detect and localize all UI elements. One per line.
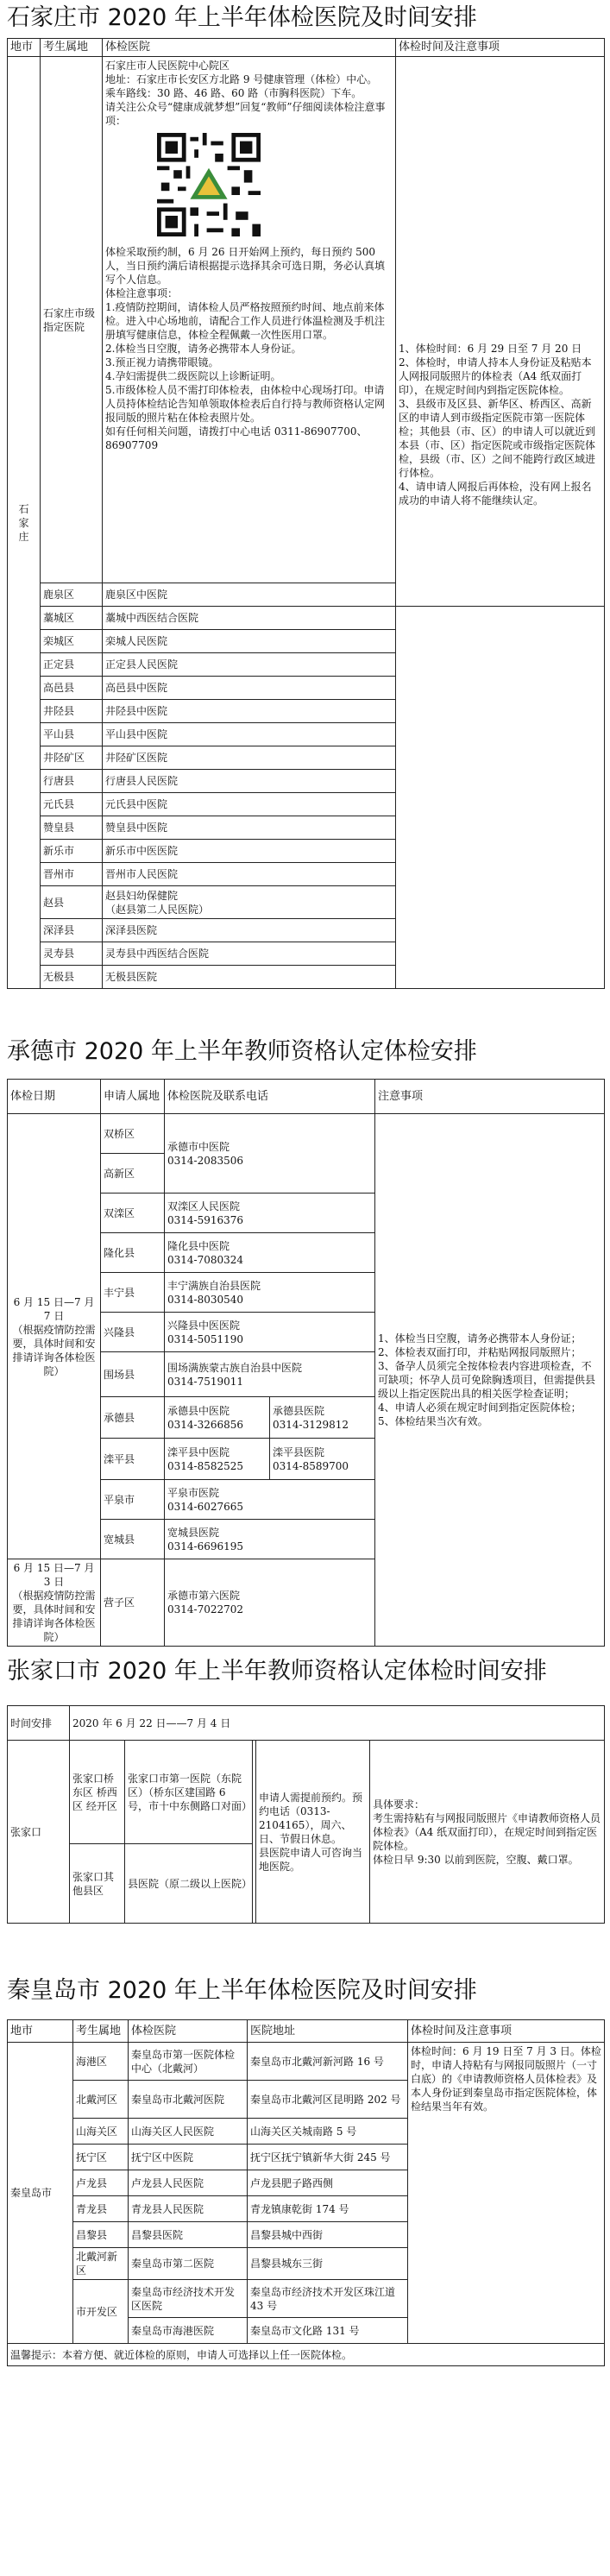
city-cell: 秦皇岛市 [8,2043,73,2344]
hospital-cell: 双滦区人民医院 0314-5916376 [165,1194,375,1233]
time-note: 3、县级市及区县、新华区、桥西区、高新区的申请人到市级指定医院市第一医院体检；其他县（市、区）的申请人可以就近到本县（市、区）指定医院或市级指定医院体检，县级（市、区）之间不能跨行政区域进行体检。 [399,398,596,479]
zjk-table [7,1705,605,1924]
sjz-table [7,38,605,989]
table-row [8,607,605,630]
area-cell: 承德县 [101,1397,165,1439]
header-area: 考生属地 [73,2020,129,2043]
area-cell: 滦平县 [101,1439,165,1480]
hospital-cell: 山海关区人民医院 [129,2119,248,2145]
city-cell: 石 家 庄 [8,57,41,989]
header-hospital: 体检医院及联系电话 [165,1080,375,1114]
hospital-cell: 县医院（原二级以上医院） [125,1844,253,1924]
address-cell: 青龙镇康乾街 174 号 [248,2196,408,2222]
hospital-cell: 井陉县中医院 [103,700,396,723]
hospital-address: 地址：石家庄市长安区方北路 9 号健康管理（体检）中心。 [105,73,378,85]
address-cell: 卢龙县肥子路西侧 [248,2170,408,2196]
area-cell: 晋州市 [41,863,103,886]
table-row [8,1114,605,1154]
hospital-cell: 卢龙县人民医院 [129,2170,248,2196]
zjk-title: 张家口市 2020 年上半年教师资格认定体检时间安排 [7,1658,547,1685]
sjz-title: 石家庄市 2020 年上半年体检医院及时间安排 [7,4,477,31]
area-cell: 海港区 [73,2043,129,2081]
table-header-row [8,2020,605,2043]
area-cell: 赞皇县 [41,816,103,840]
note-line: 如有任何相关问题，请拨打中心电话 0311-86907700、86907709 [105,425,368,451]
area-cell: 北戴河新区 [73,2248,129,2280]
area-cell: 元氏县 [41,793,103,816]
hospital-cell: 宽城县医院 0314-6696195 [165,1520,375,1559]
hospital-cell: 新乐市中医医院 [103,840,396,863]
hospital-cell: 高邑县中医院 [103,677,396,700]
hospital-cell: 兴隆县中医医院 0314-5051190 [165,1313,375,1352]
area-cell: 青龙县 [73,2196,129,2222]
hospital-cell: 无极县医院 [103,966,396,989]
time-note: 1、体检时间：6 月 29 日至 7 月 20 日 [399,343,582,355]
area-cell: 藁城区 [41,607,103,630]
footer-note: 温馨提示：本着方便、就近体检的原则，申请人可选择以上任一医院体检。 [8,2344,605,2366]
cd-title: 承德市 2020 年上半年教师资格认定体检安排 [7,1038,477,1065]
note-line: 3.预正视力请携带眼镜。 [105,356,219,368]
requirements-cell: 具体要求： 考生需持粘有与网报同版照片《申请教师资格人员体检表》（A4 纸双面打印），在规定时间到指定医院体检。 体检日早 9:30 以前到医院，空腹、戴口罩。 [370,1741,605,1924]
address-cell: 昌黎县城中西街 [248,2222,408,2248]
hospital-cell: 青龙县人民医院 [129,2196,248,2222]
hospital-cell: 丰宁满族自治县医院 0314-8030540 [165,1273,375,1313]
area-cell: 北戴河区 [73,2081,129,2119]
hospital-cell: 承德县医院 0314-3129812 [270,1397,375,1439]
notes-cell: 体检时间：6 月 19 日至 7 月 3 日。体检时，申请人持粘有与网报同版照片（一寸白底）的《申请教师资格人员体检表》及本人身份证到秦皇岛市指定医院体检，体检结果当年有效。 [408,2043,605,2344]
area-cell: 高邑县 [41,677,103,700]
area-cell: 昌黎县 [73,2222,129,2248]
hospital-cell: 赞皇县中医院 [103,816,396,840]
hospital-cell: 行唐县人民医院 [103,770,396,793]
hospital-name: 石家庄市人民医院中心院区 [105,60,230,72]
table-header-row [8,1080,605,1114]
date-cell: 6 月 15 日—7 月 3 日 （根据疫情防控需要，具体时间和安排请详询各体检医院） [8,1559,101,1647]
wechat-note: 请关注公众号“健康成就梦想”回复“教师”仔细阅读体检注意事项： [105,101,386,127]
date-cell: 6 月 15 日—7 月 7 日 （根据疫情防控需要，具体时间和安排请详询各体检医院） [8,1114,101,1559]
area-cell: 双滦区 [101,1194,165,1233]
main-hospital-cell [103,57,396,583]
area-cell: 无极县 [41,966,103,989]
area-cell: 营子区 [101,1559,165,1647]
area-cell: 双桥区 [101,1114,165,1154]
hospital-cell: 滦平县医院 0314-8589700 [270,1439,375,1480]
area-cell: 宽城县 [101,1520,165,1559]
area-cell: 正定县 [41,653,103,677]
area-cell: 隆化县 [101,1233,165,1273]
area-cell: 新乐市 [41,840,103,863]
empty-cell [396,607,605,989]
hospital-cell: 平山县中医院 [103,723,396,746]
hospital-cell: 承德市第六医院 0314-7022702 [165,1559,375,1647]
area-cell: 丰宁县 [101,1273,165,1313]
hospital-cell: 隆化县中医院 0314-7080324 [165,1233,375,1273]
area-cell: 围场县 [101,1352,165,1397]
area-cell: 井陉矿区 [41,746,103,770]
hospital-cell: 滦平县中医院 0314-8582525 [165,1439,270,1480]
time-notes-cell [396,57,605,607]
hospital-cell: 昌黎县医院 [129,2222,248,2248]
address-cell: 秦皇岛市经济技术开发区珠江道 43 号 [248,2280,408,2318]
hospital-cell: 秦皇岛市第二医院 [129,2248,248,2280]
header-time-notes: 体检时间及注意事项 [396,39,605,57]
area-cell: 平山县 [41,723,103,746]
area-cell: 山海关区 [73,2119,129,2145]
notes-cell: 1、体检当日空腹，请务必携带本人身份证； 2、体检表双面打印，并粘贴网报同版照片； 3、备孕人员须完全按体检表内容进项检查，不可缺项；怀孕人员可免除胸透项目，但需提供县级以上指定医院出具的相关医学检查证明； 4、申请人必须在规定时间到指定医院体检； 5、体检结果当次有效。 [375,1114,605,1647]
note-line: 4.孕妇需提供二级医院以上诊断证明。 [105,370,281,382]
area-cell: 井陉县 [41,700,103,723]
table-header-row [8,39,605,57]
area-cell: 栾城区 [41,630,103,653]
area-cell: 高新区 [101,1154,165,1194]
hospital-cell: 秦皇岛市海港医院 [129,2318,248,2344]
time-label: 时间安排 [8,1706,70,1741]
table-row [8,57,605,583]
area-cell: 深泽县 [41,919,103,942]
note-line: 体检注意事项： [105,287,179,299]
area-cell: 兴隆县 [101,1313,165,1352]
header-hospital: 体检医院 [103,39,396,57]
qr-code-icon [157,133,261,236]
hospital-cell: 赵县妇幼保健院 （赵县第二人民医院） [103,886,396,919]
hospital-cell: 秦皇岛市第一医院体检中心（北戴河） [129,2043,248,2081]
area-cell: 抚宁区 [73,2145,129,2170]
time-note: 2、体检时，申请人持本人身份证及粘贴本人网报同版照片的体检表（A4 纸双面打印），在规定时间内到指定医院体检。 [399,356,592,396]
time-note: 4、请申请人网报后再体检，没有网上报名成功的申请人将不能继续认定。 [399,481,592,507]
qhd-title: 秦皇岛市 2020 年上半年体检医院及时间安排 [7,1977,477,2004]
hospital-cell: 藁城中西医结合医院 [103,607,396,630]
header-address: 医院地址 [248,2020,408,2043]
note-line: 5.市级体检人员不需打印体检表，由体检中心现场打印。申请人员持体检结论告知单领取体检表后自行持与教师资格认定网报同版的照片粘在体检表照片处。 [105,384,386,424]
note-line: 体检采取预约制，6 月 26 日开始网上预约，每日预约 500 人，当日预约满后请根据提示选择其余可选日期，务必认真填写个人信息。 [105,246,386,286]
area-cell: 市开发区 [73,2280,129,2344]
header-notes: 注意事项 [375,1080,605,1114]
hospital-cell: 晋州市人民医院 [103,863,396,886]
cd-table [7,1079,605,1647]
hospital-cell: 抚宁区中医院 [129,2145,248,2170]
address-cell: 秦皇岛市北戴河新河路 16 号 [248,2043,408,2081]
table-row [8,2043,605,2081]
hospital-cell: 平泉市医院 0314-6027665 [165,1480,375,1520]
hospital-cell: 深泽县医院 [103,919,396,942]
hospital-cell: 承德县中医院 0314-3266856 [165,1397,270,1439]
table-row [8,2344,605,2366]
hospital-cell: 围场满族蒙古族自治县中医院 0314-7519011 [165,1352,375,1397]
address-cell: 秦皇岛市北戴河区昆明路 202 号 [248,2081,408,2119]
area-cell: 张家口桥东区 桥西区 经开区 [70,1741,125,1844]
header-area: 考生属地 [41,39,103,57]
header-area: 申请人属地 [101,1080,165,1114]
table-row [8,1741,605,1844]
hospital-cell: 正定县人民医院 [103,653,396,677]
city-cell: 张家口 [8,1741,70,1924]
bus-route: 乘车路线：30 路、46 路、60 路（市胸科医院）下车。 [105,87,362,99]
area-cell: 赵县 [41,886,103,919]
hospital-cell: 井陉矿区医院 [103,746,396,770]
table-row [8,1706,605,1741]
address-cell: 抚宁区抚宁镇新华大街 245 号 [248,2145,408,2170]
area-cell: 张家口其他县区 [70,1844,125,1924]
header-notes: 体检时间及注意事项 [408,2020,605,2043]
hospital-cell: 秦皇岛市经济技术开发区医院 [129,2280,248,2318]
time-value: 2020 年 6 月 22 日——7 月 4 日 [70,1706,605,1741]
contact-cell: 申请人需提前预约。预约电话（0313-2104165），周六、日、节假日休息。 县医院申请人可咨询当地医院。 [256,1741,370,1924]
area-cell: 行唐县 [41,770,103,793]
hospital-cell: 秦皇岛市北戴河医院 [129,2081,248,2119]
address-cell: 昌黎县城东三街 [248,2248,408,2280]
area-cell: 石家庄市级指定医院 [41,57,103,583]
header-city: 地市 [8,39,41,57]
hospital-cell: 栾城人民医院 [103,630,396,653]
header-city: 地市 [8,2020,73,2043]
area-cell: 平泉市 [101,1480,165,1520]
area-cell: 鹿泉区 [41,583,103,607]
hospital-cell: 承德市中医院 0314-2083506 [165,1114,375,1194]
header-date: 体检日期 [8,1080,101,1114]
address-cell: 秦皇岛市文化路 131 号 [248,2318,408,2344]
area-cell: 灵寿县 [41,942,103,966]
note-line: 1.疫情防控期间，请体检人员严格按照预约时间、地点前来体检。进入中心场地前，请配合工作人员进行体温检测及手机注册填写健康信息，体检全程佩戴一次性医用口罩。 [105,301,386,341]
area-cell: 卢龙县 [73,2170,129,2196]
qhd-table [7,2019,605,2366]
hospital-cell: 张家口市第一医院（东院区）（桥东区建国路 6 号，市十中东侧路口对面） [125,1741,253,1844]
hospital-cell: 灵寿县中西医结合医院 [103,942,396,966]
hospital-cell: 元氏县中医院 [103,793,396,816]
header-hospital: 体检医院 [129,2020,248,2043]
address-cell: 山海关区关城南路 5 号 [248,2119,408,2145]
note-line: 2.体检当日空腹，请务必携带本人身份证。 [105,343,302,355]
hospital-cell: 鹿泉区中医院 [103,583,396,607]
